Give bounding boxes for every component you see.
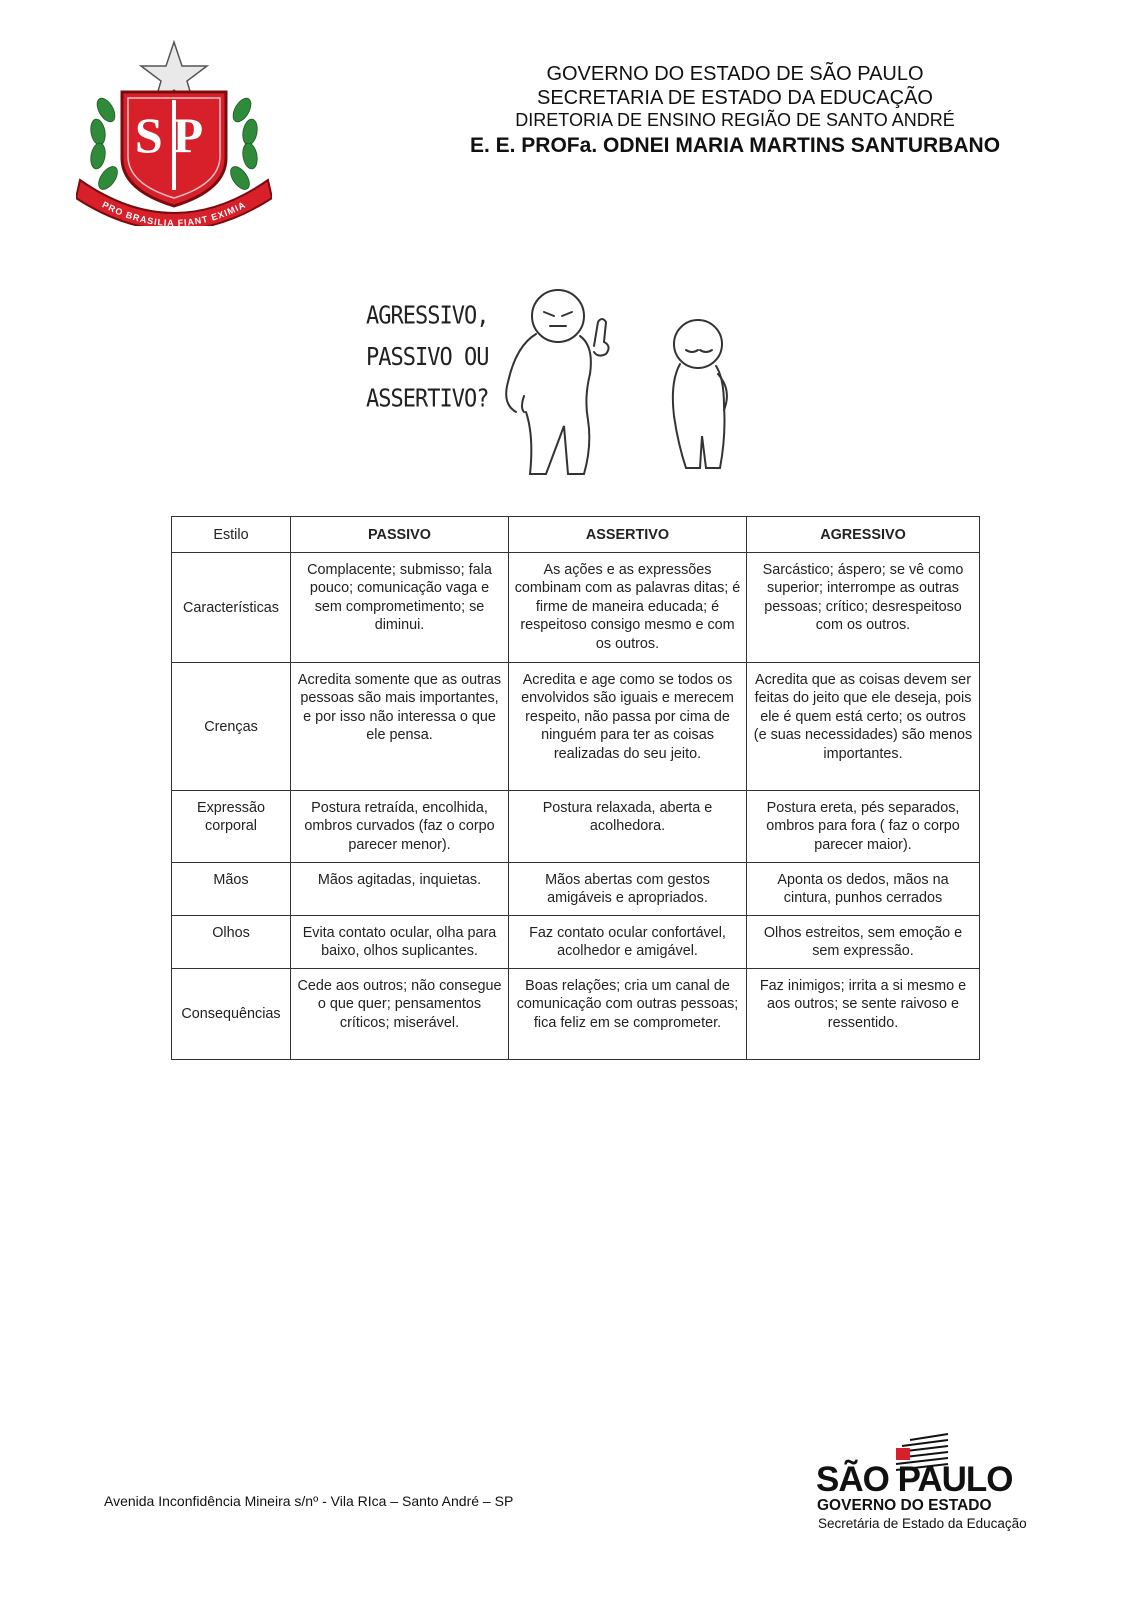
crest-motto: PRO BRASILIA FIANT EXIMIA xyxy=(100,199,248,226)
row-label: Mãos xyxy=(172,862,291,915)
row-label: Crenças xyxy=(172,662,291,790)
illustration-title-line: AGRESSIVO, xyxy=(366,301,489,331)
row-label: Olhos xyxy=(172,915,291,968)
table-header-row xyxy=(172,517,980,553)
column-header-agressivo: AGRESSIVO xyxy=(747,517,980,553)
cell-passivo: Mãos agitadas, inquietas. xyxy=(291,862,509,915)
row-label: Expressão corporal xyxy=(172,790,291,862)
table-row xyxy=(172,662,980,790)
two-figures-drawing xyxy=(486,286,756,486)
cell-assertivo: Postura relaxada, aberta e acolhedora. xyxy=(509,790,747,862)
illustration-title xyxy=(366,296,496,420)
logo-secretaria-text: Secretária de Estado da Educação xyxy=(818,1516,1027,1531)
state-coat-of-arms xyxy=(76,40,272,226)
header-government: GOVERNO DO ESTADO DE SÃO PAULO xyxy=(546,63,924,85)
footer-address: Avenida Inconfidência Mineira s/nº - Vila RIca – Santo André – SP xyxy=(104,1493,514,1509)
cell-agressivo: Olhos estreitos, sem emoção e sem expressão. xyxy=(747,915,980,968)
sao-paulo-government-logo xyxy=(814,1432,1034,1532)
cell-assertivo: Mãos abertas com gestos amigáveis e apropriados. xyxy=(509,862,747,915)
table-row xyxy=(172,552,980,662)
table-row xyxy=(172,968,980,1059)
cell-agressivo: Postura ereta, pés separados, ombros para fora ( faz o corpo parecer maior). xyxy=(747,790,980,862)
cell-assertivo: Boas relações; cria um canal de comunicação com outras pessoas; fica feliz em se comprometer. xyxy=(509,968,747,1059)
column-header-assertivo: ASSERTIVO xyxy=(509,517,747,553)
passive-figure-head xyxy=(674,320,722,368)
row-label: Consequências xyxy=(172,968,291,1059)
coat-of-arms-graphic xyxy=(76,40,272,226)
cell-agressivo: Sarcástico; áspero; se vê como superior; interrompe as outras pessoas; crítico; desrespeitoso com os outros. xyxy=(747,552,980,662)
cell-assertivo: As ações e as expressões combinam com as palavras ditas; é firme de maneira educada; é respeitoso consigo mesmo e com os outros. xyxy=(509,552,747,662)
crest-letters: SP xyxy=(134,107,214,163)
cell-passivo: Cede aos outros; não consegue o que quer; pensamentos críticos; miserável. xyxy=(291,968,509,1059)
header-secretariat: SECRETARIA DE ESTADO DA EDUCAÇÃO xyxy=(536,87,933,109)
cell-agressivo: Faz inimigos; irrita a si mesmo e aos outros; se sente raivoso e ressentido. xyxy=(747,968,980,1059)
cell-passivo: Complacente; submisso; fala pouco; comunicação vaga e sem comprometimento; se diminui. xyxy=(291,552,509,662)
column-header-estilo: Estilo xyxy=(172,517,291,553)
column-header-passivo: PASSIVO xyxy=(291,517,509,553)
logo-governo-text: GOVERNO DO ESTADO xyxy=(817,1497,992,1514)
illustration-title-line: ASSERTIVO? xyxy=(366,384,489,414)
cell-assertivo: Acredita e age como se todos os envolvidos são iguais e merecem respeito, não passa por cima de ninguém para ter as coisas realizadas do seu jeito. xyxy=(509,662,747,790)
header-directorate: DIRETORIA DE ENSINO REGIÃO DE SANTO ANDRÉ xyxy=(515,110,955,130)
document-header xyxy=(440,62,1030,158)
aggressive-figure-head xyxy=(532,290,584,342)
cell-assertivo: Faz contato ocular confortável, acolhedor e amigável. xyxy=(509,915,747,968)
cell-agressivo: Acredita que as coisas devem ser feitas do jeito que ele deseja, pois ele é quem está certo; os outros (e suas necessidades) são menos importantes. xyxy=(747,662,980,790)
cell-agressivo: Aponta os dedos, mãos na cintura, punhos cerrados xyxy=(747,862,980,915)
header-school-name: E. E. PROFa. ODNEI MARIA MARTINS SANTURBANO xyxy=(469,133,1001,157)
table-row xyxy=(172,862,980,915)
table-row xyxy=(172,790,980,862)
cell-passivo: Acredita somente que as outras pessoas são mais importantes, e por isso não interessa o que ele pensa. xyxy=(291,662,509,790)
table-row xyxy=(172,915,980,968)
assertiveness-illustration xyxy=(366,286,756,486)
communication-styles-table xyxy=(171,516,980,1060)
row-label: Características xyxy=(172,552,291,662)
cell-passivo: Postura retraída, encolhida, ombros curvados (faz o corpo parecer menor). xyxy=(291,790,509,862)
logo-sao-paulo-text: SÃO PAULO xyxy=(816,1460,1013,1499)
illustration-title-line: PASSIVO OU xyxy=(366,343,489,372)
cell-passivo: Evita contato ocular, olha para baixo, olhos suplicantes. xyxy=(291,915,509,968)
